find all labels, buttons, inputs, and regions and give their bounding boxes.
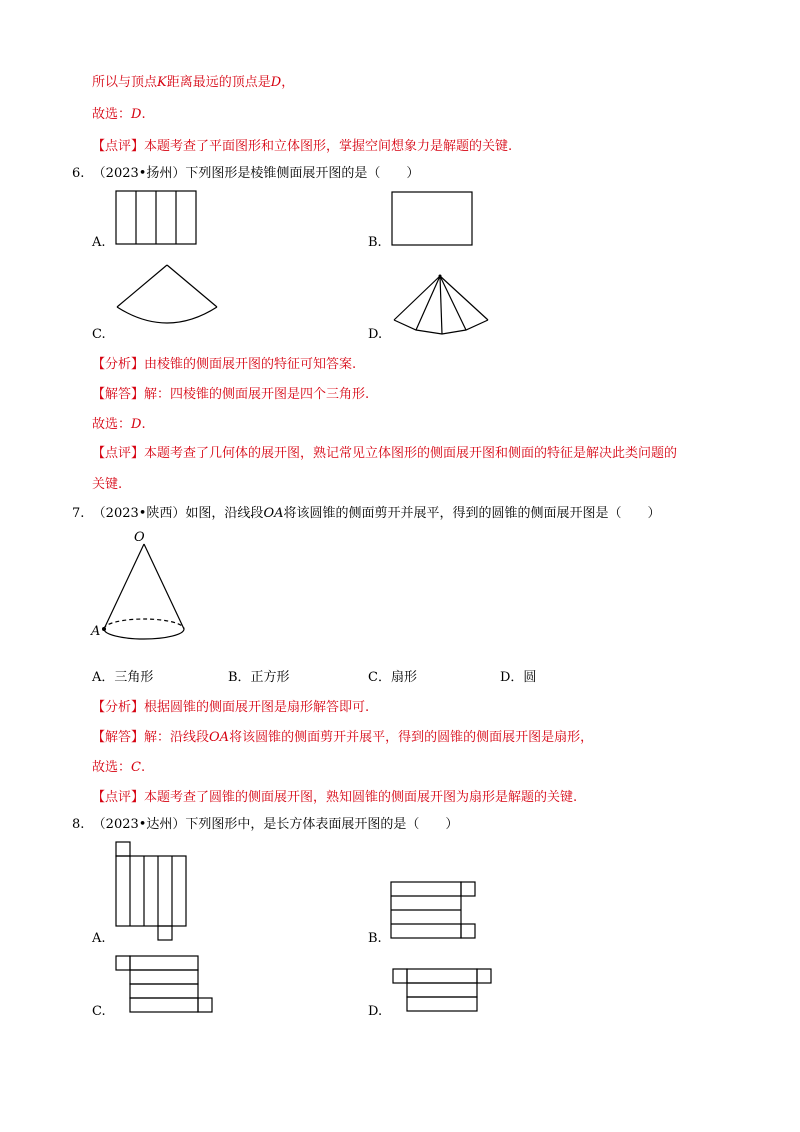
q8-stem: 8. （2023•达州）下列图形中，是长方体表面展开图的是（ ） [72,817,459,832]
q6-option-a-figure [115,190,199,246]
q7-comment: 【点评】本题考查了圆锥的侧面展开图，熟知圆锥的侧面展开图为扇形是解题的关键. [92,790,578,805]
q7-option-a: A．三角形 [92,670,154,685]
q6-answer: 故选：D. [92,417,146,432]
q6-comment-line2: 关键. [92,477,123,492]
q6-option-c-label: C. [92,327,106,342]
prev-answer: 故选：D. [92,107,146,122]
var-d: D [270,75,282,90]
q7-option-d: D．圆 [500,670,537,685]
q6-option-b-figure [391,191,475,247]
q6-option-c-figure [115,263,221,333]
q7-option-c: C．扇形 [368,670,417,685]
q6-option-d-figure [392,272,492,338]
prev-comment: 【点评】本题考查了平面图形和立体图形，掌握空间想象力是解题的关键. [92,139,513,154]
q7-answer: 故选：C. [92,760,146,775]
q8-option-d-figure [391,966,495,1018]
q7-solution: 【解答】解：沿线段OA将该圆锥的侧面剪开并展平，得到的圆锥的侧面展开图是扇形， [92,730,594,745]
q7-stem: 7. （2023•陕西）如图，沿线段OA将该圆锥的侧面剪开并展平，得到的圆锥的侧面展开图是（ ） [72,506,661,521]
q6-solution: 【解答】解：四棱锥的侧面展开图是四个三角形. [92,387,370,402]
q6-option-d-label: D. [368,327,383,342]
q8-option-b-label: B. [368,931,382,946]
q6-option-b-label: B. [368,235,382,250]
prev-conclusion: 所以与顶点K距离最远的顶点是D， [92,75,295,90]
q8-option-b-figure [389,881,479,941]
q7-cone-figure [95,530,205,650]
q6-option-a-label: A. [92,235,106,250]
label-o: O [134,530,145,545]
q6-comment-line1: 【点评】本题考查了几何体的展开图，熟记常见立体图形的侧面展开图和侧面的特征是解决此类问题的 [92,446,678,461]
q8-option-d-label: D. [368,1004,383,1019]
q7-option-b: B．正方形 [228,670,290,685]
q6-stem: 6. （2023•扬州）下列图形是棱锥侧面展开图的是（ ） [72,166,420,181]
q6-analysis: 【分析】由棱锥的侧面展开图的特征可知答案. [92,357,357,372]
q8-option-c-figure [113,955,217,1017]
q8-option-a-label: A. [92,931,106,946]
label-a: A [91,624,101,639]
q8-option-c-label: C. [92,1004,106,1019]
var-k: K [157,75,167,90]
q8-option-a-figure [112,841,192,943]
q7-analysis: 【分析】根据圆锥的侧面展开图是扇形解答即可. [92,700,370,715]
